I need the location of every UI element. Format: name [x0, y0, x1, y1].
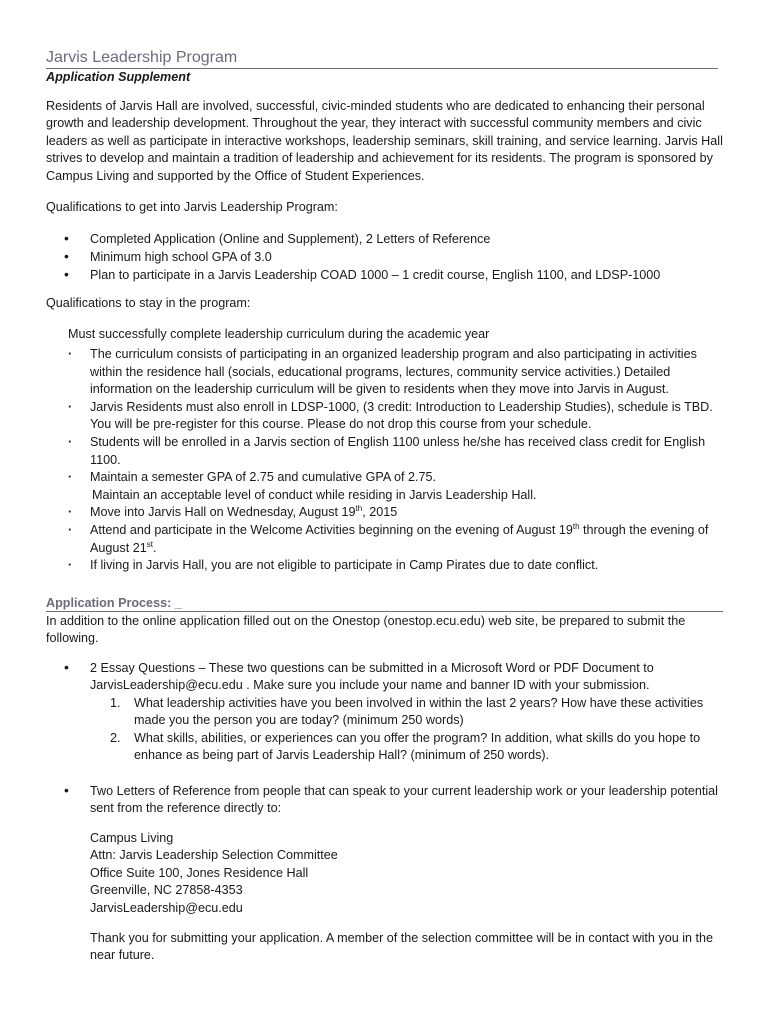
- email-link[interactable]: JarvisLeadership@ecu.edu: [90, 900, 243, 915]
- list-item: · If living in Jarvis Hall, you are not eligible to participate in Camp Pirates due to date conflict.: [68, 557, 728, 575]
- curriculum-lead: Must successfully complete leadership curriculum during the academic year: [68, 327, 490, 341]
- page-title: Jarvis Leadership Program: [46, 49, 238, 66]
- list-item: 1. What leadership activities have you been involved in within the last 2 years? How have these activities made you the person you are today? (minimum 250 words): [110, 695, 704, 728]
- list-item: · Students will be enrolled in a Jarvis section of English 1100 unless he/she has received class credit for English 1100.: [68, 434, 728, 469]
- title-rule: [46, 49, 718, 69]
- list-item: • Completed Application (Online and Supplement), 2 Letters of Reference: [64, 230, 724, 248]
- list-item: 2. What skills, abilities, or experiences can you offer the program? In addition, what skills do you hope to enhance as being part of Jarvis Leadership Hall? (minimum of 250 words).: [110, 730, 701, 763]
- list-item: • Plan to participate in a Jarvis Leadership COAD 1000 – 1 credit course, English 1100, and LDSP-1000: [64, 266, 724, 284]
- essay-text: 2 Essay Questions – These two questions can be submitted in a Microsoft Word or PDF Document to JarvisLeadership@ecu.edu . Make sure you include your name and banner ID with your submission.: [90, 661, 654, 693]
- list-item: • Two Letters of Reference from people that can speak to your current leadership work or your leadership potential sent from the reference directly to:: [64, 783, 724, 818]
- process-intro: In addition to the online application filled out on the Onestop (onestop.ecu.edu) web site, be prepared to submit the following.: [46, 614, 686, 646]
- page-subtitle: Application Supplement: [46, 70, 191, 84]
- list-item: · Jarvis Residents must also enroll in LDSP-1000, (3 credit: Introduction to Leadership Studies), schedule is TBD. You will be pre-register for this course. Please do not drop this course from your schedule.: [68, 399, 728, 434]
- list-item: • Minimum high school GPA of 3.0: [64, 248, 724, 266]
- list-item: · The curriculum consists of participating in an organized leadership program and also participating in activities within the residence hall (socials, educational programs, lectures, community service activities.) Detailed information on the leadership curriculum will be given to residents when they move into Jarvis in August.: [68, 346, 728, 399]
- references-list: [64, 783, 724, 818]
- address-line: Office Suite 100, Jones Residence Hall: [90, 865, 309, 880]
- address-line: Greenville, NC 27858-4353: [90, 883, 243, 898]
- qualifications-stay-heading: Qualifications to stay in the program:: [46, 296, 251, 310]
- intro-paragraph: Residents of Jarvis Hall are involved, successful, civic-minded students who are dedicated to enhancing their personal growth and leadership development. Throughout the year, they interact with successful community members and civic leaders as well as participate in interactive workshops, leadership seminars, skill training, and service learning. Jarvis Hall strives to develop and maintain a tradition of leadership and achievement for its residents. The program is sponsored by Campus Living and supported by the Office of Student Experiences.: [46, 99, 723, 183]
- thanks-paragraph: Thank you for submitting your application. A member of the selection committee will be in contact with you in the near future.: [90, 931, 714, 963]
- list-item: · Attend and participate in the Welcome Activities beginning on the evening of August 19th through the evening of August 21st.: [68, 522, 728, 557]
- address-line: Campus Living: [90, 831, 174, 845]
- process-rule: [46, 596, 723, 612]
- list-item: · Maintain a semester GPA of 2.75 and cumulative GPA of 2.75. Maintain an acceptable level of conduct while residing in Jarvis Leadership Hall.: [68, 469, 728, 504]
- mailing-address: [90, 830, 338, 917]
- essay-list: [64, 660, 724, 764]
- essay-questions: [90, 695, 724, 765]
- qualifications-stay-list: [68, 346, 728, 575]
- address-line: Attn: Jarvis Leadership Selection Committee: [90, 848, 338, 863]
- qualifications-get-list: [64, 230, 724, 284]
- qualifications-get-heading: Qualifications to get into Jarvis Leadership Program:: [46, 200, 338, 214]
- process-heading: Application Process: _: [46, 596, 182, 610]
- list-item: [64, 660, 724, 764]
- list-item: · Move into Jarvis Hall on Wednesday, August 19th, 2015: [68, 504, 728, 522]
